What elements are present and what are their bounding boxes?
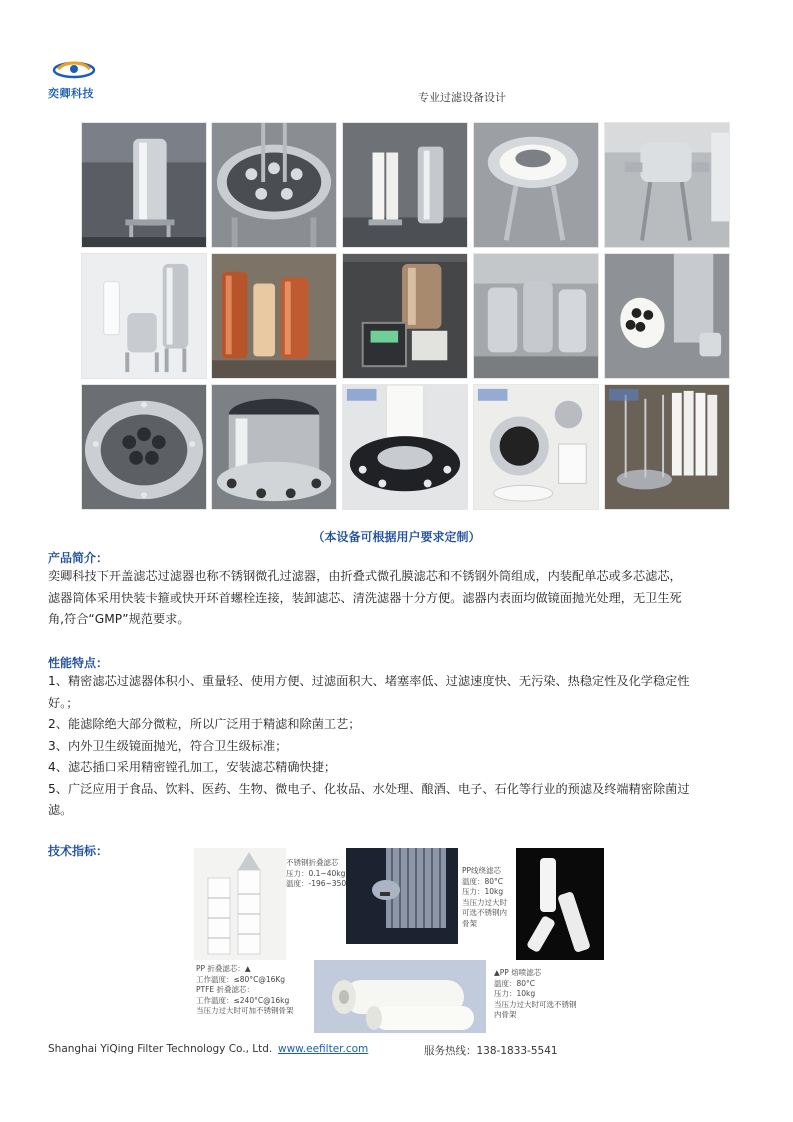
spec-line: 工作温度：≤240°C@16kg bbox=[196, 995, 290, 1005]
cartridge-rack-photo bbox=[604, 384, 730, 510]
open-vessel-photo bbox=[211, 384, 337, 510]
spec-line: 可选不锈钢内 bbox=[462, 908, 507, 917]
cartridge-housing-photo bbox=[81, 253, 207, 379]
spec-line: 当压力过大时可选不锈钢 bbox=[494, 999, 577, 1009]
spec-line: 当压力过大时可加不锈钢骨架 bbox=[196, 1006, 294, 1015]
spec-line: 不锈钢折叠滤芯 bbox=[286, 858, 339, 867]
spec-line: PTFE 折叠滤芯： bbox=[196, 985, 255, 994]
pp-pleated-cartridge-image bbox=[194, 848, 286, 960]
feature-line: 3、内外卫生级镜面抛光，符合卫生级标准； bbox=[48, 738, 288, 753]
intro-paragraph bbox=[48, 566, 748, 631]
spec-line: 工作温度：≤80°C@16Kg bbox=[196, 974, 286, 984]
cartridge-base-photo bbox=[342, 384, 468, 510]
spec-image-panel bbox=[194, 848, 604, 1033]
gasket-parts-photo bbox=[473, 384, 599, 510]
spec-line: 温度：80°C bbox=[494, 978, 536, 988]
pp-wound-cartridge-image bbox=[516, 848, 604, 960]
pp-wound-specs bbox=[462, 866, 507, 929]
footer-company: Shanghai YiQing Filter Technology Co., Ltd. bbox=[48, 1043, 273, 1055]
spec-line: 压力：10kg bbox=[494, 989, 536, 998]
intro-line: 滤器筒体采用快装卡箍或快开环首螺栓连接，装卸滤芯、清洗滤器十分方便。滤器内表面均做镜面抛光处理，无卫生死 bbox=[48, 590, 682, 605]
spec-line: 骨架 bbox=[462, 918, 477, 928]
flange-plate-photo bbox=[211, 122, 337, 248]
feature-line: 4、滤芯插口采用精密镗孔加工，安装滤芯精确快捷； bbox=[48, 760, 337, 774]
spec-line: 压力：10kg bbox=[462, 887, 504, 896]
steel-cartridge-image bbox=[346, 848, 458, 944]
spec-line: 内骨架 bbox=[494, 1010, 517, 1019]
spec-line: 温度：-196~350 bbox=[286, 879, 347, 888]
pp-melt-cartridge-image bbox=[314, 960, 486, 1033]
spec-line: PP线绕滤芯 bbox=[462, 866, 502, 875]
logo-mark-icon bbox=[52, 55, 96, 83]
spec-line: PP 折叠滤芯：▲ bbox=[196, 964, 251, 973]
customization-note: （本设备可根据用户要求定制） bbox=[312, 530, 481, 544]
footer-hotline: 服务热线：138-1833-5541 bbox=[424, 1045, 558, 1057]
filter-pair-photo bbox=[342, 122, 468, 248]
control-panel-photo bbox=[342, 253, 468, 379]
copper-housing-photo bbox=[211, 253, 337, 379]
intro-line: 角,符合“GMP”规范要求。 bbox=[48, 612, 190, 626]
feature-line: 2、能滤除绝大部分微粒，所以广泛用于精滤和除菌工艺； bbox=[48, 717, 361, 731]
features-heading: 性能特点： bbox=[48, 656, 109, 670]
product-photo-grid bbox=[81, 122, 733, 512]
features-list bbox=[48, 671, 748, 822]
feature-line: 好。； bbox=[48, 695, 79, 710]
perforated-plate-photo bbox=[81, 384, 207, 510]
housing-photo bbox=[81, 122, 207, 248]
feature-line: 1、精密滤芯过滤器体积小、重量轻、使用方便、过滤面积大、堵塞率低、过滤速度快、无污染、热稳定性及化学稳定性 bbox=[48, 674, 690, 688]
multi-cartridge-photo bbox=[604, 253, 730, 379]
spec-line: ▲PP 熔喷滤芯 bbox=[494, 968, 542, 977]
footer-website-link[interactable]: www.eefilter.com bbox=[278, 1043, 369, 1055]
top-cover-photo bbox=[473, 122, 599, 248]
feature-line: 5、广泛应用于食品、饮料、医药、生物、微电子、化妆品、水处理、酿酒、电子、石化等行业的预滤及终端精密除菌过 bbox=[48, 781, 690, 796]
specs-heading: 技术指标： bbox=[48, 844, 109, 858]
feature-line: 滤。 bbox=[48, 803, 73, 817]
tripod-housing-photo bbox=[604, 122, 730, 248]
intro-line: 奕卿科技下开盖滤芯过滤器也称不锈钢微孔过滤器，由折叠式微孔膜滤芯和不锈钢外筒组成，内装配单芯或多芯滤芯， bbox=[48, 569, 682, 583]
spec-line: 温度：80°C bbox=[462, 876, 504, 886]
header-title: 专业过滤设备设计 bbox=[418, 91, 506, 104]
spec-line: 当压力过大时 bbox=[462, 897, 507, 907]
company-logo bbox=[48, 55, 100, 103]
intro-heading: 产品简介： bbox=[48, 551, 109, 565]
logo-text: 奕卿科技 bbox=[48, 87, 94, 100]
pp-melt-specs bbox=[494, 968, 577, 1021]
steel-cartridge-specs bbox=[286, 858, 346, 890]
pp-pleated-specs bbox=[196, 964, 294, 1017]
bag-housing-photo bbox=[473, 253, 599, 379]
spec-line: 压力：0.1~40kg bbox=[286, 868, 346, 878]
